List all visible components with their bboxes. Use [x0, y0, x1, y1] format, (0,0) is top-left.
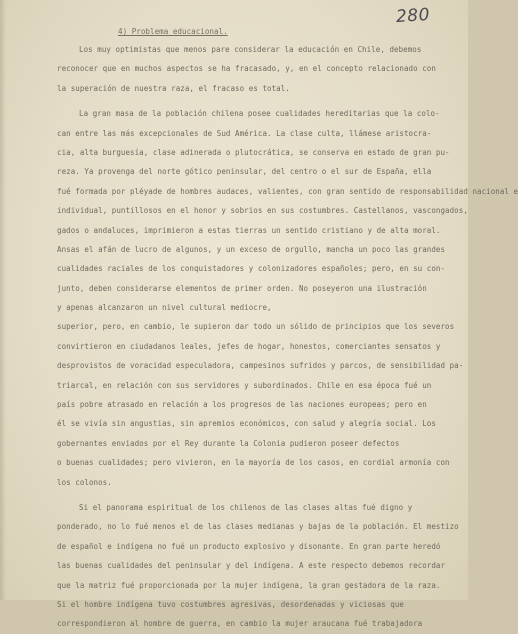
text-line: de español e indígena no fué un producto explosivo y disonante. En gran parte heredó [57, 541, 441, 551]
text-line: ponderado, no lo fué menos el de las clases medianas y bajas de la población. El mestizo [57, 522, 459, 532]
section-title: 4) Problema educacional. [118, 27, 228, 36]
text-line: correspondieron al hombre de guerra, en cambio la mujer araucana fué trabajadora [57, 619, 423, 629]
text-line: o buenas cualidades; pero vivieron, en la mayoría de los casos, en cordial armonía con [57, 458, 450, 468]
text-line: individual, puntillosos en el honor y sobrios en sus costumbres. Castellanos, vascongados, [57, 206, 468, 216]
text-line: los colonos. [57, 477, 112, 487]
text-line: convirtieron en ciudadanos leales, jefes de hogar, honestos, comerciantes sensatos y [57, 341, 441, 351]
text-line: Ansas el afán de lucro de algunos, y un exceso de orgullo, mancha un poco las grandes [57, 244, 446, 254]
text-line: país pobre atrasado en relación a los progresos de las naciones europeas; pero en [57, 400, 427, 410]
text-line: cia, alta burguesía, clase adinerada o plutocrática, se conserva en estado de gran pu- [57, 147, 450, 157]
text-line: las buenas cualidades del peninsular y del indígena. A este respecto debemos recordar [57, 561, 446, 571]
text-line: gados o andaluces, imprimieron a estas tierras un sentido cristiano y de alta moral. [57, 225, 441, 235]
page-edge-shadow [0, 0, 6, 600]
text-line: reza. Ya provenga del norte gótico peninsular, del centro o el sur de España, ella [57, 167, 432, 177]
text-line: él se vivía sin angustias, sin apremios económicos, con salud y alegría social. Los [57, 419, 436, 429]
text-line: superior, pero, en cambio, le supieron dar todo un sólido de principios que los severos [57, 322, 455, 332]
typewritten-body [57, 40, 518, 634]
text-line: cualidades raciales de los conquistadores y colonizadores españoles; pero, en su con- [57, 264, 446, 274]
page-number: 280 [395, 4, 431, 28]
text-line: desprovistos de voracidad especuladora, campesinos sufridos y parcos, de sensibilidad pa- [57, 361, 464, 371]
text-line: fué formada por pléyade de hombres audaces, valientes, con gran sentido de responsabilidad nacional e [57, 186, 518, 196]
text-line: junto, deben considerarse elementos de primer orden. No poseyeron una ilustración [57, 283, 427, 293]
text-line: Los muy optimistas que menos pare considerar la educación en Chile, debemos [79, 45, 422, 54]
text-line: Si el hombre indígena tuvo costumbres agresivas, desordenadas y viciosas que [57, 599, 404, 609]
text-line: can entre las más excepcionales de Sud América. La clase culta, llámese aristocra- [57, 128, 432, 138]
text-line: triarcal, en relación con sus servidores y subordinados. Chile en esa época fué un [57, 380, 432, 390]
text-line: Si el panorama espiritual de los chilenos de las clases altas fué digno y [79, 502, 413, 512]
text-line: gobernantes enviados por el Rey durante la Colonia pudieron poseer defectos [57, 438, 400, 448]
text-line: La gran masa de la población chilena posee cualidades hereditarias que la colo- [79, 109, 440, 119]
text-line: la superación de nuestra raza, el fracaso es total. [57, 83, 290, 93]
text-line: reconocer que en muchos aspectos se ha fracasado, y, en el concepto relacionado con [57, 64, 436, 74]
text-line: y apenas alcanzaron un nivel cultural mediocre, [57, 303, 272, 313]
text-line: que la matriz fué proporcionada por la mujer indígena, la gran gestadora de la raza. [57, 580, 441, 590]
